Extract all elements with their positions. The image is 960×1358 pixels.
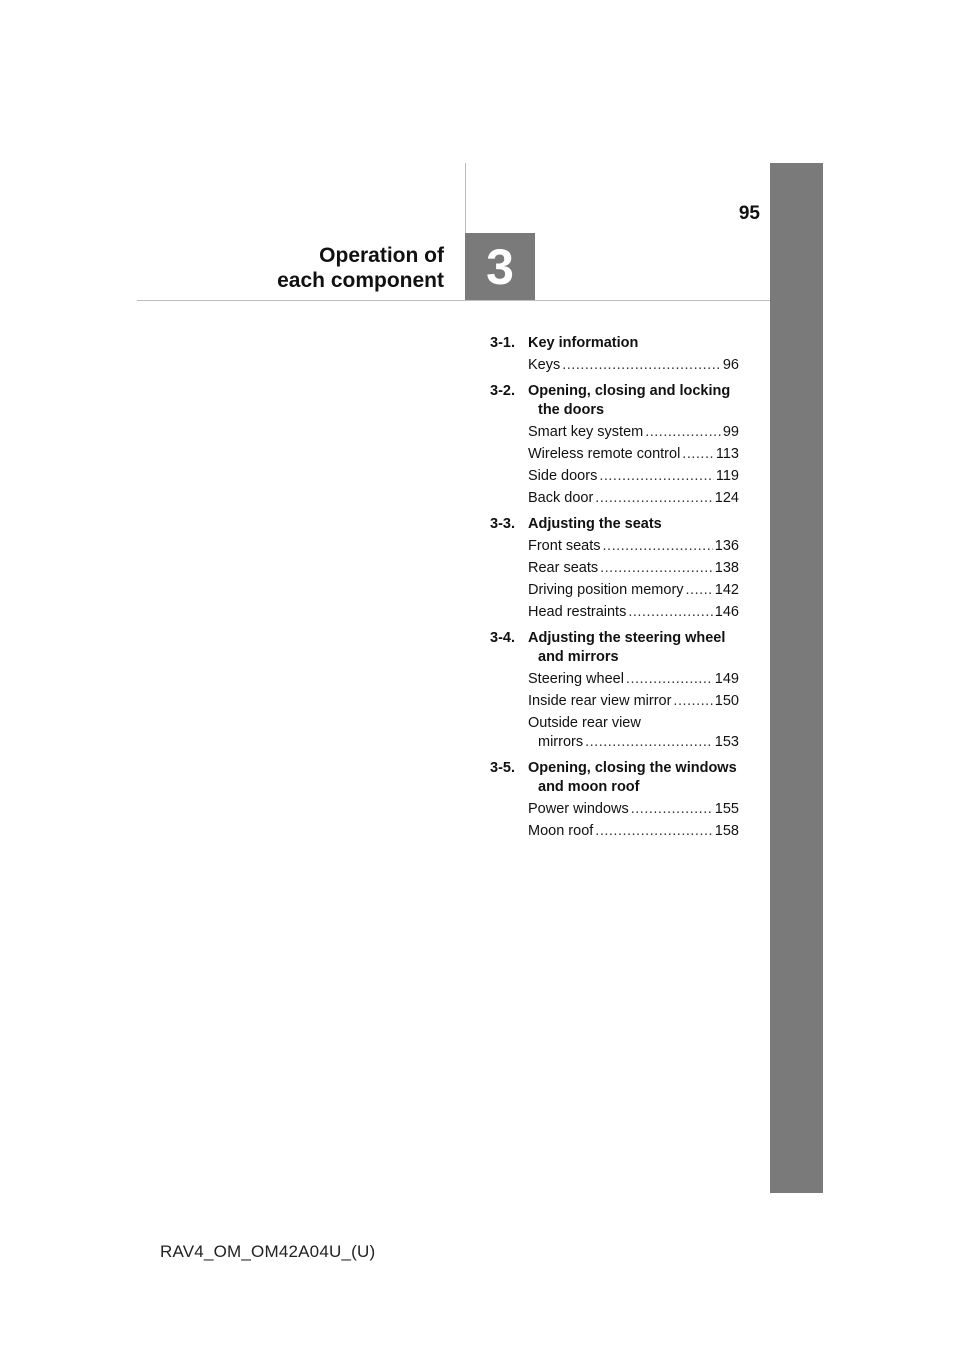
toc-entry[interactable] <box>528 559 739 578</box>
toc-entry[interactable] <box>528 670 739 689</box>
page-number: 95 <box>738 203 760 224</box>
toc-section-number: 3-3. <box>490 516 515 532</box>
toc-entry[interactable] <box>528 489 739 508</box>
toc-entry[interactable] <box>528 356 739 375</box>
section-title-line-2: each component <box>277 269 444 292</box>
toc-section-number: 3-2. <box>490 383 515 399</box>
toc-leader-dots <box>599 467 714 486</box>
toc-section-title: Adjusting the seats <box>528 516 662 532</box>
toc-entry[interactable] <box>528 800 739 819</box>
header-rule <box>137 300 770 301</box>
toc-entry-label: Rear seats <box>528 560 599 576</box>
toc-entry-label: Front seats <box>528 538 601 554</box>
section-title-line-1: Operation of <box>319 244 444 267</box>
toc-entry-label: Inside rear view mirror <box>528 693 672 709</box>
toc-entry-page: 113 <box>715 446 739 462</box>
toc-entry-page: 149 <box>714 671 739 687</box>
toc-section-title: Adjusting the steering wheel and mirrors <box>528 630 726 665</box>
toc-section[interactable] <box>490 515 755 534</box>
section-title <box>230 243 444 293</box>
table-of-contents <box>490 334 755 841</box>
toc-section-number: 3-1. <box>490 335 515 351</box>
toc-entry-label: Keys <box>528 357 561 373</box>
toc-entry-page: 155 <box>714 801 739 817</box>
toc-entry[interactable] <box>528 467 739 486</box>
toc-entry[interactable] <box>528 603 739 622</box>
toc-entry-page: 124 <box>714 490 739 506</box>
toc-leader-dots <box>585 733 713 752</box>
toc-section[interactable] <box>490 629 755 667</box>
toc-leader-dots <box>595 489 713 508</box>
toc-leader-dots <box>603 537 713 556</box>
toc-leader-dots <box>600 559 713 578</box>
toc-entry-page: 142 <box>714 582 739 598</box>
toc-leader-dots <box>631 800 713 819</box>
toc-section[interactable] <box>490 334 755 353</box>
toc-entry-label: Outside rear view <box>528 715 641 731</box>
toc-entry-page: 99 <box>722 424 739 440</box>
toc-entry[interactable] <box>528 445 739 464</box>
toc-leader-dots <box>628 603 712 622</box>
toc-entry-page: 138 <box>714 560 739 576</box>
toc-leader-dots <box>595 822 713 841</box>
toc-entry-label: Wireless remote control <box>528 446 681 462</box>
toc-leader-dots <box>626 670 713 689</box>
toc-entry-page: 158 <box>714 823 739 839</box>
toc-entry[interactable] <box>528 537 739 556</box>
document-code: RAV4_OM_OM42A04U_(U) <box>160 1242 376 1261</box>
toc-entry-page: 96 <box>722 357 739 373</box>
toc-entry[interactable] <box>528 692 739 711</box>
toc-entry[interactable] <box>528 822 739 841</box>
toc-leader-dots <box>686 581 713 600</box>
toc-entry[interactable] <box>528 714 739 752</box>
toc-section-title: Opening, closing and locking the doors <box>528 383 731 418</box>
toc-section-title: Opening, closing the windows and moon roof <box>528 760 737 795</box>
toc-entry[interactable] <box>528 423 739 442</box>
toc-entry-label: Head restraints <box>528 604 627 620</box>
toc-entry-page: 146 <box>714 604 739 620</box>
toc-entry-page: 119 <box>715 468 739 484</box>
toc-section-number: 3-4. <box>490 630 515 646</box>
toc-entry-label: Back door <box>528 490 594 506</box>
toc-entry-label: Driving position memory <box>528 582 684 598</box>
toc-entry-label: Side doors <box>528 468 598 484</box>
toc-entry[interactable] <box>528 581 739 600</box>
toc-entry-page: 153 <box>714 734 739 750</box>
toc-section-title: Key information <box>528 335 639 351</box>
toc-entry-page: 150 <box>714 693 739 709</box>
toc-section[interactable] <box>490 382 755 420</box>
chapter-divider <box>465 163 466 233</box>
toc-entry-page: 136 <box>714 538 739 554</box>
toc-leader-dots <box>682 445 714 464</box>
toc-section-number: 3-5. <box>490 760 515 776</box>
toc-leader-dots <box>645 423 721 442</box>
chapter-side-tab <box>770 163 823 1193</box>
toc-entry-label: Power windows <box>528 801 629 817</box>
toc-entry-label: Moon roof <box>528 823 594 839</box>
toc-entry-label-continued: mirrors <box>538 734 584 750</box>
toc-section[interactable] <box>490 759 755 797</box>
toc-leader-dots <box>562 356 721 375</box>
chapter-number-badge: 3 <box>465 233 535 301</box>
toc-leader-dots <box>673 692 712 711</box>
toc-entry-label: Smart key system <box>528 424 644 440</box>
toc-entry-label: Steering wheel <box>528 671 624 687</box>
